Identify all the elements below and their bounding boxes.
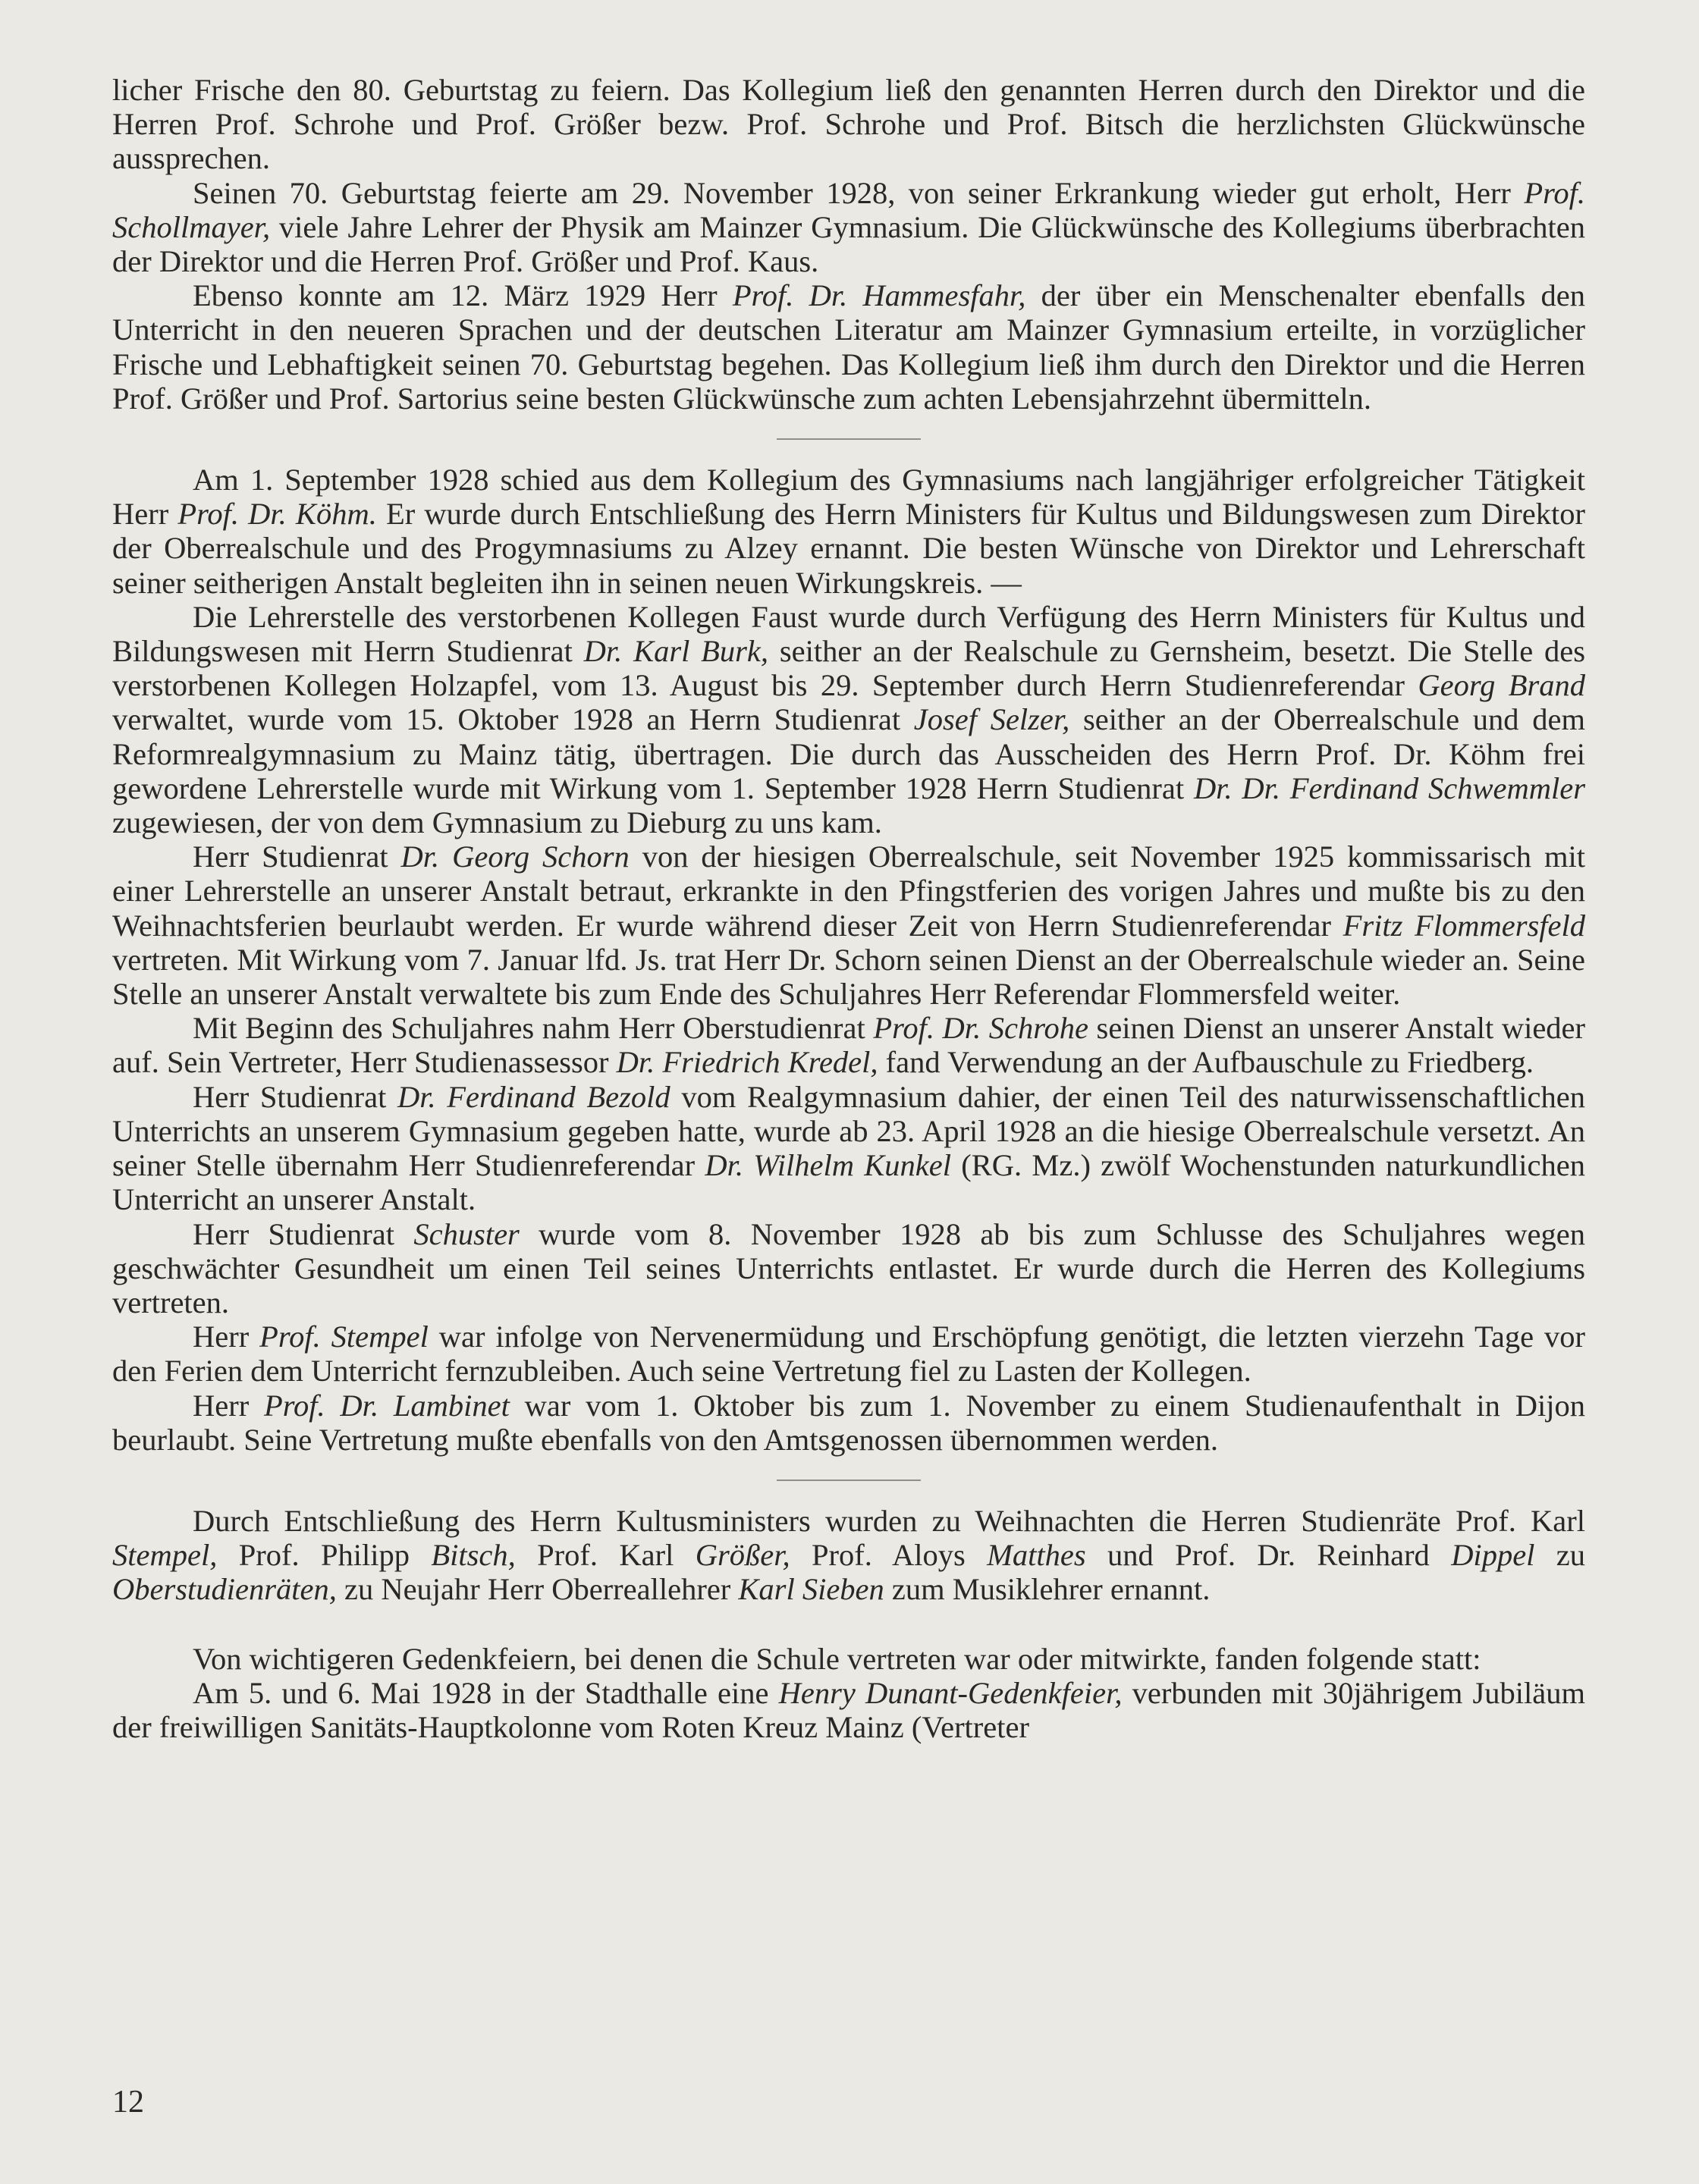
body-text [112, 73, 1585, 1744]
text-run: viele Jahre Lehrer der Physik am Mainzer Gymnasium. Die Glückwünsche des Kollegiums überbrachten der Direktor und die Herren Prof. Größer und Prof. Kaus. [112, 209, 1585, 279]
text-run: Mit Beginn des Schuljahres nahm Herr Oberstudienrat [193, 1011, 874, 1046]
paragraph [112, 1080, 1585, 1217]
italic-name: Größer, [695, 1538, 790, 1573]
paragraph [112, 839, 1585, 1011]
text-run: Die Lehrerstelle des verstorbenen Kollegen Faust wurde durch Verfügung des Herrn Ministers für Kultus und Bildungswesen mit Herrn Studienrat [112, 599, 1585, 669]
text-run: seither an der Oberrealschule und dem Reformrealgymnasium zu Mainz tätig, übertragen. Die durch das Ausscheiden des Herrn Prof. Dr. Köhm frei gewordene Lehrerstelle wurde mit Wirkung vom 1. September 1928 Herrn Studienrat [112, 702, 1585, 805]
text-run: licher Frische den 80. Geburtstag zu feiern. Das Kollegium ließ den genannten Herren durch den Direktor und die Herren Prof. Schrohe und Prof. Größer bezw. Prof. Schrohe und Prof. Bitsch die herzlichsten Glückwünsche aussprechen. [112, 73, 1585, 176]
paragraph [112, 1011, 1585, 1079]
text-run: Von wichtigeren Gedenkfeiern, bei denen die Schule vertreten war oder mitwirkte, fanden folgende statt: [193, 1641, 1481, 1676]
section-divider [777, 438, 921, 440]
section-commemorations [112, 1642, 1585, 1745]
italic-name: Karl Sieben [738, 1572, 884, 1607]
italic-name: Bitsch, [431, 1538, 516, 1573]
italic-name: Prof. Schollmayer, [112, 175, 1585, 244]
text-run: Prof. Karl [515, 1538, 696, 1573]
section-divider [777, 1480, 921, 1481]
italic-name: Prof. Dr. Lambinet [264, 1388, 510, 1423]
italic-name: Matthes [987, 1538, 1086, 1573]
paragraph [112, 176, 1585, 279]
text-run: war vom 1. Oktober bis zum 1. November zu einem Studienaufenthalt in Dijon beurlaubt. Seine Vertretung mußte ebenfalls von den Amtsgenossen übernommen werden. [112, 1388, 1585, 1457]
text-run: Herr Studienrat [193, 1216, 414, 1251]
text-run: zu Neujahr Herr Oberreallehrer [336, 1572, 739, 1607]
text-run: und Prof. Dr. Reinhard [1085, 1538, 1452, 1573]
italic-name: Dr. Georg Schorn [400, 839, 630, 874]
italic-name: Prof. Stempel [259, 1320, 429, 1354]
text-run: (RG. Mz.) zwölf Wochenstunden naturkundlichen Unterricht an unserer Anstalt. [112, 1148, 1585, 1217]
text-run: war infolge von Nervenermüdung und Erschöpfung genötigt, die letzten vierzehn Tage vor den Ferien dem Unterricht fernzubleiben. Auch seine Vertretung fiel zu Lasten der Kollegen. [112, 1320, 1585, 1389]
text-run: Durch Entschließung des Herrn Kultusministers wurden zu Weihnachten die Herren Studienräte Prof. Karl [193, 1503, 1585, 1538]
italic-name: Oberstudienräten, [112, 1572, 337, 1607]
paragraph [112, 1642, 1585, 1676]
paragraph [112, 463, 1585, 600]
section-staff-changes [112, 463, 1585, 1457]
text-run: Am 1. September 1928 schied aus dem Kollegium des Gymnasiums nach langjähriger erfolgreicher Tätigkeit Herr [112, 463, 1585, 532]
text-run: seinen Dienst an unserer Anstalt wieder auf. Sein Vertreter, Herr Studienassessor [112, 1011, 1586, 1080]
paragraph [112, 1389, 1585, 1457]
italic-name: Dr. Wilhelm Kunkel [705, 1148, 951, 1183]
text-run: vertreten. Mit Wirkung vom 7. Januar lfd. Js. trat Herr Dr. Schorn seinen Dienst an der Oberrealschule wieder an. Seine Stelle an unserer Anstalt verwaltete bis zum Ende des Schuljahres Herr Referendar Flommersfeld weiter. [112, 942, 1585, 1012]
section-birthdays [112, 73, 1585, 416]
text-run: Am 5. und 6. Mai 1928 in der Stadthalle eine [193, 1675, 779, 1710]
text-run: Seinen 70. Geburtstag feierte am 29. November 1928, von seiner Erkrankung wieder gut erholt, Herr [193, 175, 1525, 210]
text-run: Herr Studienrat [193, 1079, 397, 1114]
text-run: zum Musiklehrer ernannt. [884, 1572, 1211, 1607]
italic-name: Georg Brand [1418, 668, 1585, 703]
paragraph [112, 73, 1585, 176]
text-run: Prof. Aloys [790, 1538, 988, 1573]
italic-name: Dr. Dr. Ferdinand Schwemmler [1193, 770, 1585, 805]
text-run: Ebenso konnte am 12. März 1929 Herr [193, 278, 733, 313]
paragraph [112, 278, 1585, 416]
italic-name: Henry Dunant-Gedenkfeier, [778, 1675, 1123, 1710]
text-run: wurde vom 8. November 1928 ab bis zum Schlusse des Schuljahres wegen geschwächter Gesundheit um einen Teil seines Unterrichts entlastet. Er wurde durch die Herren des Kollegiums vertreten. [112, 1216, 1585, 1320]
italic-name: Stempel, [112, 1538, 218, 1573]
text-run: Er wurde durch Entschließung des Herrn Ministers für Kultus und Bildungswesen zum Direktor der Oberrealschule und des Progymnasiums zu Alzey ernannt. Die besten Wünsche von Direktor und Lehrerschaft seiner seitherigen Anstalt begleiten ihn in seinen neuen Wirkungskreis. — [112, 497, 1586, 600]
text-run: verwaltet, wurde vom 15. Oktober 1928 an Herrn Studienrat [112, 702, 914, 737]
text-run: vom Realgymnasium dahier, der einen Teil des naturwissenschaftlichen Unterrichts an unserem Gymnasium gegeben hatte, wurde ab 23. April 1928 an die hiesige Oberrealschule versetzt. An seiner Stelle übernahm Herr Studienreferendar [112, 1079, 1585, 1183]
section-promotions [112, 1504, 1585, 1607]
italic-name: Dr. Ferdinand Bezold [397, 1079, 670, 1114]
text-run: seither an der Realschule zu Gernsheim, besetzt. Die Stelle des verstorbenen Kollegen Holzapfel, vom 13. August bis 29. September durch Herrn Studienreferendar [112, 634, 1585, 703]
text-run: Herr [193, 1320, 260, 1354]
italic-name: Schuster [413, 1216, 520, 1251]
text-run: der über ein Menschenalter ebenfalls den Unterricht in den neueren Sprachen und der deutschen Literatur am Mainzer Gymnasium erteilte, in vorzüglicher Frische und Lebhaftigkeit seinen 70. Geburtstag begehen. Das Kollegium ließ ihm durch den Direktor und die Herren Prof. Größer und Prof. Sartorius seine besten Glückwünsche zum achten Lebensjahrzehnt übermitteln. [112, 278, 1585, 416]
paragraph [112, 1217, 1585, 1320]
italic-name: Dr. Karl Burk, [583, 634, 769, 669]
text-run: Herr Studienrat [193, 839, 401, 874]
text-run: Prof. Philipp [217, 1538, 432, 1573]
italic-name: Prof. Dr. Schrohe [873, 1011, 1088, 1046]
page-number: 12 [112, 2085, 144, 2120]
paragraph [112, 600, 1585, 839]
italic-name: Josef Selzer, [913, 702, 1070, 737]
text-run: fand Verwendung an der Aufbauschule zu Friedberg. [878, 1045, 1534, 1080]
text-run: zugewiesen, der von dem Gymnasium zu Dieburg zu uns kam. [112, 805, 882, 840]
text-run: verbunden mit 30jährigem Jubiläum der freiwilligen Sanitäts-Hauptkolonne vom Roten Kreuz Mainz (Vertreter [112, 1675, 1585, 1744]
text-run: zu [1534, 1538, 1586, 1573]
text-run: von der hiesigen Oberrealschule, seit November 1925 kommissarisch mit einer Lehrerstelle an unserer Anstalt betraut, erkrankte in den Pfingstferien des vorigen Jahres und mußte bis zu den Weihnachtsferien beurlaubt werden. Er wurde während dieser Zeit von Herrn Studienreferendar [112, 839, 1585, 943]
paragraph [112, 1320, 1585, 1388]
text-run: Herr [193, 1388, 264, 1423]
paragraph [112, 1504, 1585, 1607]
italic-name: Fritz Flommersfeld [1343, 908, 1586, 943]
paragraph [112, 1676, 1585, 1744]
italic-name: Prof. Dr. Hammesfahr, [732, 278, 1026, 313]
italic-name: Dippel [1451, 1538, 1535, 1573]
italic-name: Prof. Dr. Köhm. [177, 497, 377, 532]
italic-name: Dr. Friedrich Kredel, [616, 1045, 878, 1080]
